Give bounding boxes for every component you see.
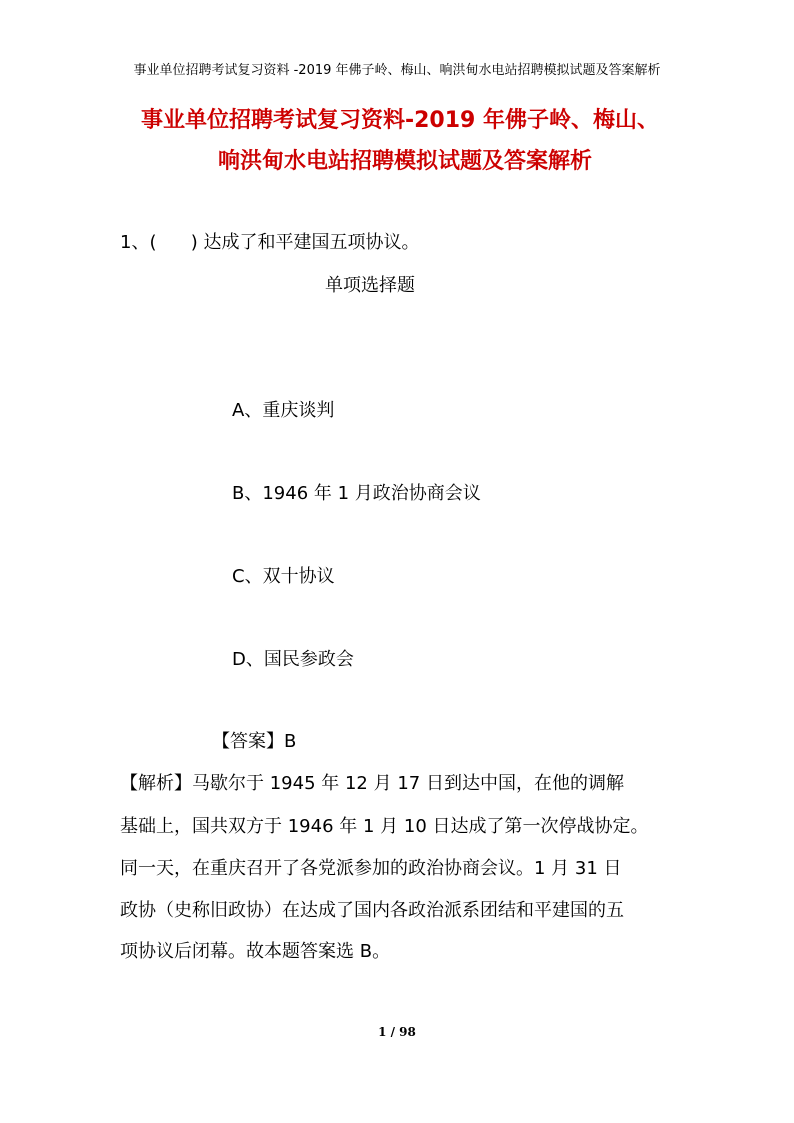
analysis-line: 同一天，在重庆召开了各党派参加的政治协商会议。1 月 31 日 bbox=[120, 858, 622, 879]
option-b: B、1946 年 1 月政治协商会议 bbox=[232, 483, 481, 504]
option-c: C、双十协议 bbox=[232, 566, 335, 587]
analysis-line: 【解析】马歇尔于 1945 年 12 月 17 日到达中国，在他的调解 bbox=[120, 773, 624, 794]
running-header: 事业单位招聘考试复习资料 -2019 年佛子岭、梅山、响洪甸水电站招聘模拟试题及答案解析 bbox=[133, 63, 661, 78]
analysis-line: 项协议后闭幕。故本题答案选 B。 bbox=[120, 941, 391, 962]
analysis-line: 基础上，国共双方于 1946 年 1 月 10 日达成了第一次停战协定。 bbox=[120, 816, 649, 837]
page-number: 1 / 98 bbox=[378, 1025, 416, 1039]
answer-label: 【答案】B bbox=[212, 731, 297, 752]
analysis-line: 政协（史称旧政协）在达成了国内各政治派系团结和平建国的五 bbox=[120, 900, 624, 921]
document-title-line-1: 事业单位招聘考试复习资料-2019 年佛子岭、梅山、 bbox=[140, 108, 660, 133]
option-a: A、重庆谈判 bbox=[232, 400, 335, 421]
question-text: 1、( ) 达成了和平建国五项协议。 bbox=[120, 232, 420, 253]
option-d: D、国民参政会 bbox=[232, 649, 354, 670]
document-title-line-2: 响洪甸水电站招聘模拟试题及答案解析 bbox=[217, 149, 592, 174]
question-type: 单项选择题 bbox=[325, 275, 415, 296]
